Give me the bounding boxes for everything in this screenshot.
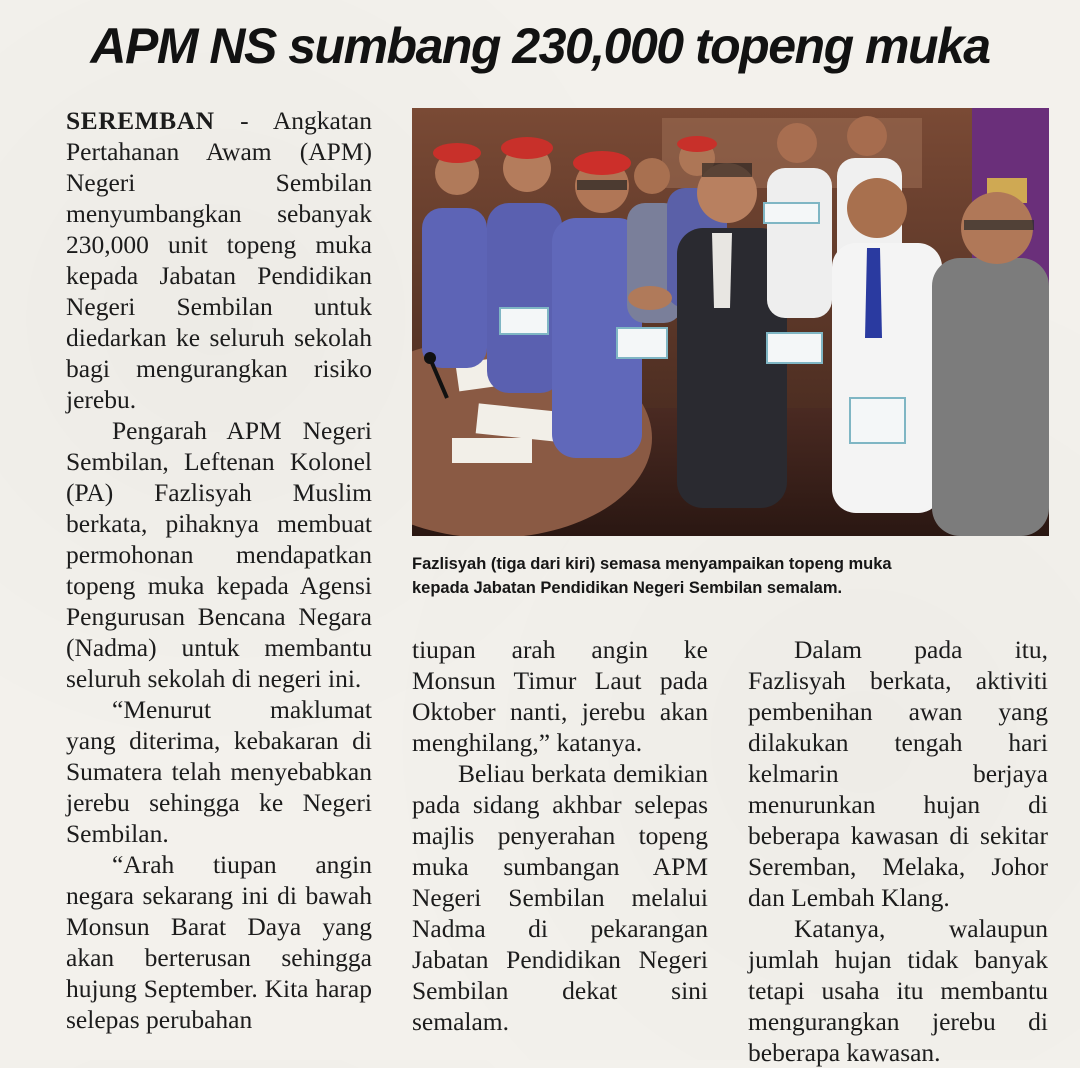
paragraph: Dalam pada itu, Fazlisyah berkata, aktiviti pembenihan awan yang dilakukan tengah hari kelmarin berjaya menurunkan hujan di beberapa kawasan di sekitar Seremban, Melaka, Johor dan Lembah Klang. — [748, 635, 1048, 912]
news-photo — [412, 108, 1049, 536]
caption-line: Fazlisyah (tiga dari kiri) semasa menyampaikan topeng muka — [412, 555, 892, 573]
paragraph-text: - Angkatan Pertahanan Awam (APM) Negeri Sembilan menyumbangkan sebanyak 230,000 unit topeng muka kepada Jabatan Pendidikan Negeri Sembilan untuk diedarkan ke seluruh sekolah bagi mengurangkan risiko jerebu. — [66, 106, 372, 414]
paragraph: Beliau berkata demikian pada sidang akhbar selepas majlis penyerahan topeng muka sumbangan APM Negeri Sembilan melalui Nadma di pekarangan Jabatan Pendidikan Negeri Sembilan dekat sini semalam. — [412, 759, 708, 1036]
paragraph: “Arah tiupan angin negara sekarang ini di bawah Monsun Barat Daya yang akan berterusan sehingga hujung September. Kita harap selepas perubahan — [66, 850, 372, 1034]
dateline: SEREMBAN — [66, 106, 215, 135]
article-column-right — [748, 634, 1048, 1068]
headline: APM NS sumbang 230,000 topeng muka — [90, 18, 990, 74]
paragraph: “Menurut maklumat yang diterima, kebakaran di Sumatera telah menyebabkan jerebu sehingga ke Negeri Sembilan. — [66, 695, 372, 848]
paragraph: Pengarah APM Negeri Sembilan, Leftenan Kolonel (PA) Fazlisyah Muslim berkata, pihaknya membuat permohonan mendapatkan topeng muka kepada Agensi Pengurusan Bencana Negara (Nadma) untuk membantu seluruh sekolah di negeri ini. — [66, 416, 372, 693]
caption-line: kepada Jabatan Pendidikan Negeri Sembilan semalam. — [412, 579, 843, 597]
article-column-left — [66, 105, 372, 1035]
paragraph: Katanya, walaupun jumlah hujan tidak banyak tetapi usaha itu membantu mengurangkan jerebu di beberapa kawasan. — [748, 914, 1048, 1067]
article-column-middle — [412, 634, 708, 1037]
paragraph — [66, 105, 372, 415]
photo-caption — [412, 552, 1052, 600]
paragraph: tiupan arah angin ke Monsun Timur Laut pada Oktober nanti, jerebu akan menghilang,” katanya. — [412, 635, 708, 757]
